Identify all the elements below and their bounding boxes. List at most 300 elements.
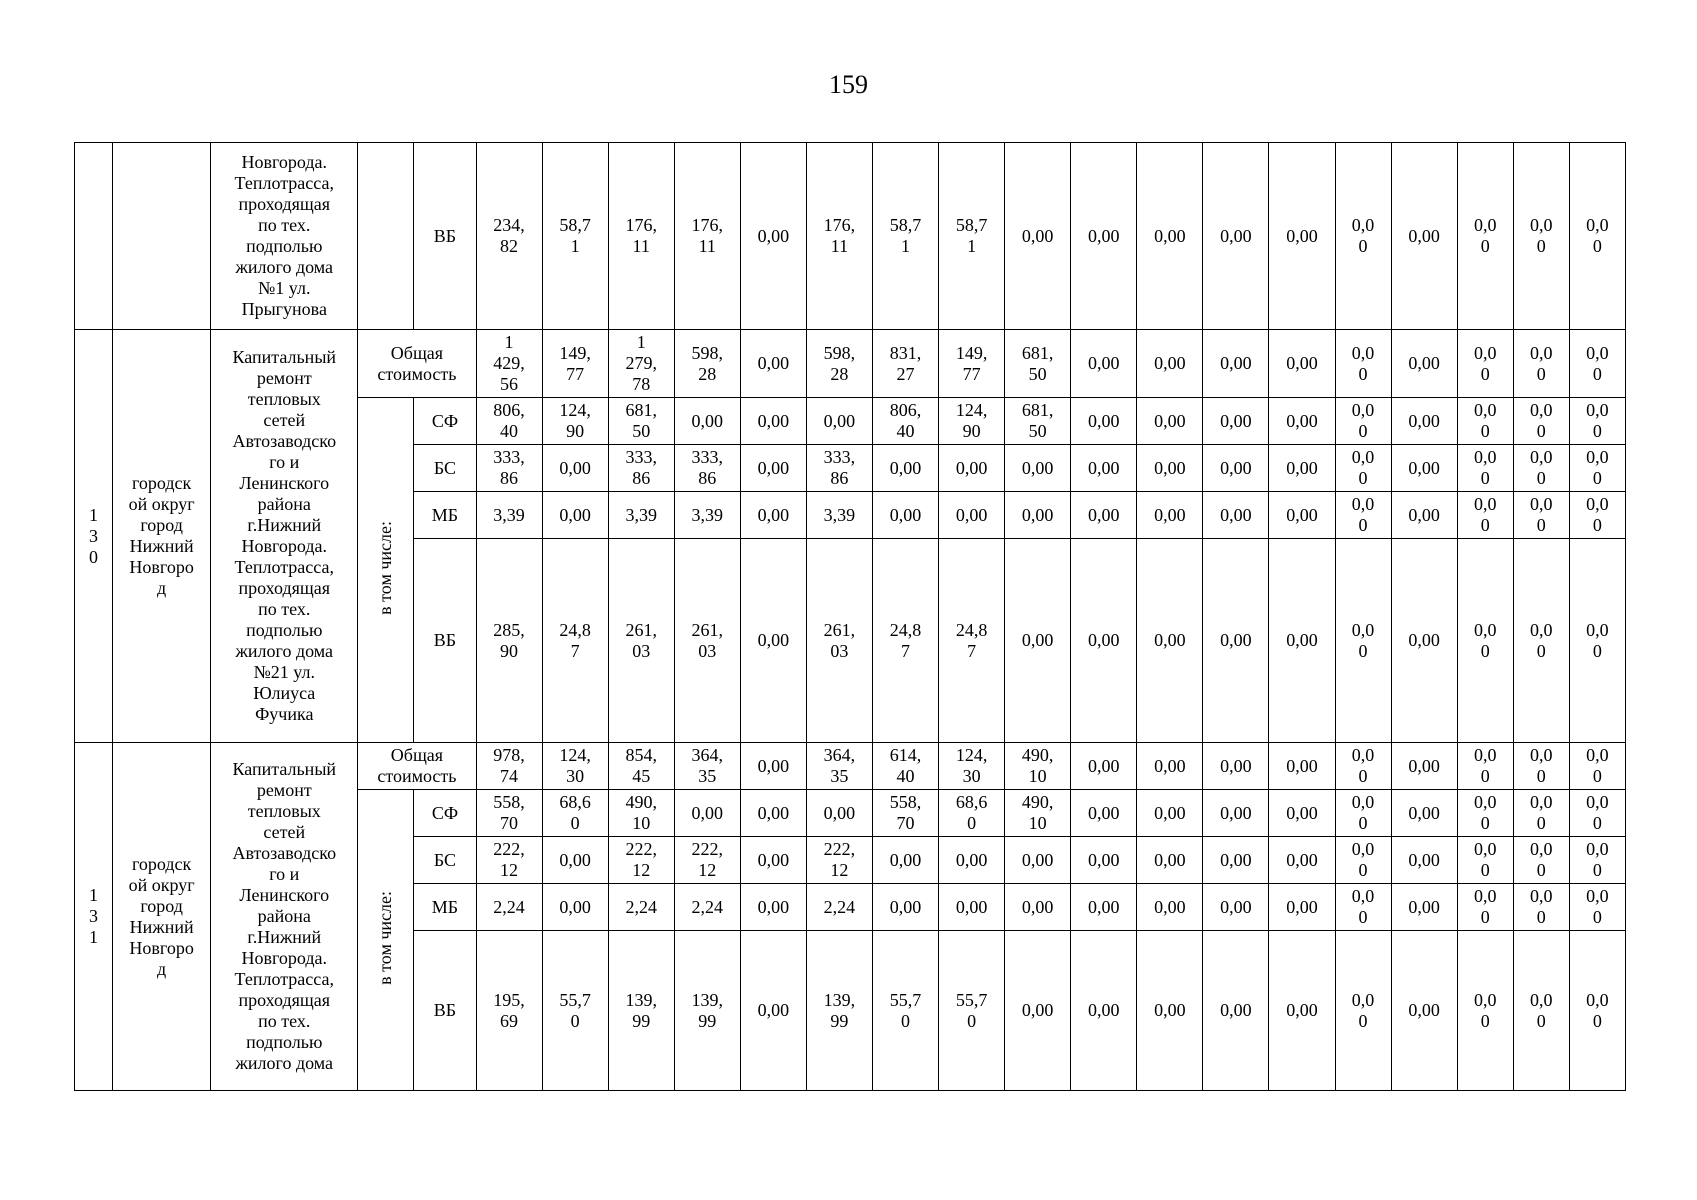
value-cell — [542, 837, 608, 884]
value-cell — [674, 539, 740, 743]
value-cell-text: 0,00 — [1220, 1000, 1252, 1020]
value-cell-text: 806, 40 — [889, 400, 922, 441]
value-cell-text: 0,00 — [1087, 504, 1120, 525]
cost-table — [74, 142, 1626, 1091]
value-cell — [740, 398, 806, 445]
value-cell-text: 0,00 — [691, 802, 724, 823]
row-number-cell — [75, 143, 113, 330]
value-cell — [872, 143, 938, 330]
value-cell — [806, 790, 872, 837]
source-cell — [414, 931, 476, 1091]
value-cell-text: 0,00 — [1286, 802, 1318, 823]
value-cell — [1391, 837, 1457, 884]
value-cell — [542, 539, 608, 743]
value-cell — [674, 330, 740, 398]
value-cell-text: 0,0 0 — [1530, 745, 1553, 786]
value-cell-text: 2,24 — [625, 896, 657, 917]
value-cell — [1569, 143, 1625, 330]
value-cell-text: 0,0 0 — [1586, 839, 1609, 880]
value-cell-text: 0,00 — [1286, 630, 1318, 650]
value-cell-text: 0,0 0 — [1586, 886, 1609, 927]
value-cell-text: 0,00 — [1220, 225, 1252, 246]
value-cell — [806, 931, 872, 1091]
value-cell-text: 0,00 — [1021, 457, 1054, 478]
value-cell — [1335, 492, 1391, 539]
value-cell-text: 0,00 — [757, 849, 790, 870]
value-cell-text: 0,00 — [1087, 630, 1120, 650]
value-cell-text: 2,24 — [493, 896, 525, 917]
value-cell — [1071, 445, 1137, 492]
value-cell-text: 0,00 — [1286, 896, 1318, 917]
value-cell-text: 0,0 0 — [1473, 619, 1497, 661]
value-cell — [1335, 837, 1391, 884]
value-cell — [542, 330, 608, 398]
value-cell-text: 0,00 — [1154, 849, 1186, 870]
source-cell-text: ВБ — [433, 225, 457, 246]
value-cell-text: 0,0 0 — [1586, 494, 1609, 535]
source-cell — [414, 492, 476, 539]
value-cell — [1005, 743, 1071, 790]
value-cell-text: 0,00 — [1220, 504, 1252, 525]
value-cell — [806, 445, 872, 492]
row-number-cell — [75, 330, 113, 743]
value-cell — [1137, 931, 1203, 1091]
value-cell — [542, 492, 608, 539]
value-cell-text: 222, 12 — [625, 839, 657, 880]
value-cell-text: 831, 27 — [889, 342, 922, 384]
value-cell — [1203, 931, 1269, 1091]
value-cell-text: 0,0 0 — [1351, 989, 1375, 1031]
value-cell — [939, 445, 1005, 492]
value-cell — [872, 398, 938, 445]
value-cell-text: 0,00 — [1087, 802, 1120, 823]
value-cell-text: 0,00 — [1021, 896, 1054, 917]
value-cell — [542, 931, 608, 1091]
value-cell-text: 261, 03 — [691, 619, 724, 661]
value-cell — [1269, 743, 1335, 790]
value-cell-text: 333, 86 — [493, 447, 525, 488]
value-cell — [939, 931, 1005, 1091]
value-cell — [608, 445, 674, 492]
value-cell — [1513, 790, 1569, 837]
value-cell — [1005, 492, 1071, 539]
value-cell-text: 0,00 — [1021, 630, 1054, 650]
value-cell — [674, 931, 740, 1091]
value-cell-text: 222, 12 — [493, 839, 525, 880]
value-cell — [1203, 743, 1269, 790]
value-cell-text: 0,00 — [757, 896, 790, 917]
value-cell — [1457, 790, 1513, 837]
value-cell — [1071, 539, 1137, 743]
value-cell — [1457, 445, 1513, 492]
value-cell-text: 0,00 — [1087, 896, 1120, 917]
value-cell — [1071, 931, 1137, 1091]
value-cell — [806, 884, 872, 931]
district-cell-text: городск ой округ город Нижний Новгоро д — [128, 853, 195, 979]
source-cell-text: ВБ — [433, 630, 457, 650]
page-number: 159 — [829, 70, 868, 99]
value-cell — [1137, 492, 1203, 539]
value-cell — [1335, 931, 1391, 1091]
value-cell-text: 0,00 — [1154, 896, 1186, 917]
value-cell — [1335, 884, 1391, 931]
value-cell-text: 234, 82 — [493, 215, 525, 256]
value-cell-text: 0,00 — [1408, 457, 1440, 478]
value-cell — [939, 143, 1005, 330]
value-cell-text: 0,00 — [1220, 353, 1252, 373]
value-cell — [939, 743, 1005, 790]
value-cell — [1071, 492, 1137, 539]
value-cell — [1203, 837, 1269, 884]
value-cell-text: 854, 45 — [625, 745, 657, 786]
value-cell — [476, 330, 542, 398]
value-cell-text: 0,00 — [1154, 755, 1186, 776]
value-cell — [1513, 492, 1569, 539]
value-cell — [674, 837, 740, 884]
source-cell — [414, 445, 476, 492]
value-cell-text: 176, 11 — [823, 215, 856, 256]
value-cell — [1457, 492, 1513, 539]
value-cell-text: 0,00 — [1154, 504, 1186, 525]
value-cell-text: 0,00 — [889, 504, 922, 525]
value-cell-text: 0,0 0 — [1473, 745, 1497, 786]
value-cell — [1203, 790, 1269, 837]
value-cell — [1137, 445, 1203, 492]
value-cell-text: 0,00 — [1220, 802, 1252, 823]
value-cell-text: 0,00 — [1408, 504, 1440, 525]
value-cell-text: 3,39 — [823, 504, 856, 525]
value-cell — [1203, 539, 1269, 743]
value-cell-text: 0,00 — [757, 1000, 790, 1020]
value-cell-text: 0,0 0 — [1473, 400, 1497, 441]
value-cell — [1513, 445, 1569, 492]
value-cell — [740, 837, 806, 884]
value-cell-text: 55,7 0 — [889, 989, 922, 1031]
value-cell-text: 364, 35 — [823, 745, 856, 786]
value-cell-text: 0,0 0 — [1351, 619, 1375, 661]
value-cell-text: 558, 70 — [889, 792, 922, 833]
value-cell — [1071, 790, 1137, 837]
value-cell — [1137, 330, 1203, 398]
value-cell-text: 0,0 0 — [1351, 215, 1375, 256]
value-cell-text: 0,0 0 — [1473, 342, 1497, 384]
value-cell — [1513, 539, 1569, 743]
value-cell — [1335, 790, 1391, 837]
value-cell — [939, 884, 1005, 931]
value-cell — [1335, 743, 1391, 790]
value-cell — [1335, 398, 1391, 445]
value-cell-text: 261, 03 — [625, 619, 657, 661]
value-cell-text: 0,0 0 — [1351, 839, 1375, 880]
value-cell — [1391, 330, 1457, 398]
value-cell — [542, 398, 608, 445]
value-cell — [1569, 445, 1625, 492]
source-cell — [414, 790, 476, 837]
value-cell — [939, 492, 1005, 539]
source-cell — [414, 539, 476, 743]
value-cell-text: 0,0 0 — [1351, 494, 1375, 535]
value-cell — [476, 492, 542, 539]
value-cell-text: 0,0 0 — [1473, 886, 1497, 927]
value-cell-text: 0,00 — [1286, 410, 1318, 431]
value-cell — [1137, 143, 1203, 330]
value-cell — [806, 143, 872, 330]
value-cell-text: 0,00 — [1286, 225, 1318, 246]
value-cell-text: 806, 40 — [493, 400, 525, 441]
total-label-cell-text: Общая стоимость — [377, 342, 457, 384]
value-cell — [1137, 884, 1203, 931]
value-cell-text: 333, 86 — [691, 447, 724, 488]
description-cell — [211, 743, 358, 1091]
value-cell — [608, 790, 674, 837]
value-cell-text: 58,7 1 — [889, 215, 922, 256]
district-cell — [113, 743, 211, 1091]
value-cell — [740, 743, 806, 790]
value-cell — [1513, 398, 1569, 445]
value-cell-text: 3,39 — [493, 504, 525, 525]
value-cell — [608, 539, 674, 743]
value-cell — [1569, 539, 1625, 743]
sub-label-cell-text: в том числе: — [375, 520, 396, 615]
value-cell — [806, 539, 872, 743]
value-cell-text: 222, 12 — [691, 839, 724, 880]
value-cell-text: 0,00 — [889, 457, 922, 478]
value-cell-text: 0,00 — [1408, 896, 1440, 917]
value-cell — [1513, 931, 1569, 1091]
description-cell — [211, 143, 358, 330]
value-cell — [740, 931, 806, 1091]
value-cell — [1335, 539, 1391, 743]
value-cell-text: 0,00 — [1286, 457, 1318, 478]
value-cell-text: 0,00 — [1087, 225, 1120, 246]
value-cell-text: 24,8 7 — [889, 619, 922, 661]
description-cell — [211, 330, 358, 743]
value-cell-text: 24,8 7 — [955, 619, 988, 661]
value-cell — [1457, 931, 1513, 1091]
value-cell — [1513, 743, 1569, 790]
value-cell — [1005, 143, 1071, 330]
value-cell — [476, 743, 542, 790]
value-cell — [542, 743, 608, 790]
value-cell-text: 0,0 0 — [1351, 400, 1375, 441]
value-cell-text: 0,00 — [1408, 225, 1440, 246]
value-cell-text: 0,0 0 — [1473, 989, 1497, 1031]
value-cell-text: 0,00 — [1154, 1000, 1186, 1020]
value-cell — [1203, 143, 1269, 330]
value-cell — [1137, 790, 1203, 837]
value-cell-text: 0,00 — [757, 457, 790, 478]
value-cell-text: 0,0 0 — [1473, 447, 1497, 488]
value-cell — [476, 790, 542, 837]
value-cell — [1569, 398, 1625, 445]
value-cell — [1569, 884, 1625, 931]
value-cell — [608, 837, 674, 884]
value-cell-text: 124, 90 — [559, 400, 591, 441]
value-cell-text: 0,0 0 — [1473, 792, 1497, 833]
value-cell-text: 285, 90 — [493, 619, 525, 661]
value-cell — [1335, 445, 1391, 492]
source-cell-text: МБ — [431, 896, 459, 917]
value-cell-text: 0,00 — [1408, 802, 1440, 823]
value-cell — [1269, 884, 1335, 931]
value-cell — [1457, 143, 1513, 330]
value-cell — [740, 884, 806, 931]
value-cell — [1269, 790, 1335, 837]
value-cell — [608, 398, 674, 445]
value-cell — [1391, 143, 1457, 330]
value-cell-text: 0,00 — [1154, 457, 1186, 478]
value-cell-text: 598, 28 — [691, 342, 724, 384]
value-cell — [542, 143, 608, 330]
value-cell-text: 0,0 0 — [1530, 839, 1553, 880]
value-cell-text: 3,39 — [625, 504, 657, 525]
value-cell — [476, 445, 542, 492]
value-cell-text: 0,0 0 — [1530, 494, 1553, 535]
sub-label-cell — [358, 143, 414, 330]
source-cell-text: БС — [433, 457, 457, 478]
value-cell-text: 0,00 — [955, 504, 988, 525]
value-cell-text: 0,0 0 — [1530, 619, 1553, 661]
value-cell — [939, 539, 1005, 743]
value-cell — [1005, 398, 1071, 445]
value-cell-text: 598, 28 — [823, 342, 856, 384]
value-cell-text: 333, 86 — [823, 447, 856, 488]
value-cell — [872, 884, 938, 931]
value-cell — [674, 143, 740, 330]
value-cell-text: 0,00 — [1220, 457, 1252, 478]
value-cell-text: 0,0 0 — [1586, 400, 1609, 441]
value-cell-text: 0,00 — [955, 457, 988, 478]
value-cell-text: 124, 30 — [559, 745, 591, 786]
value-cell — [542, 445, 608, 492]
value-cell — [1269, 931, 1335, 1091]
value-cell — [1203, 884, 1269, 931]
value-cell-text: 0,0 0 — [1586, 792, 1609, 833]
value-cell-text: 222, 12 — [823, 839, 856, 880]
value-cell-text: 0,00 — [559, 504, 591, 525]
value-cell-text: 0,0 0 — [1351, 342, 1375, 384]
value-cell-text: 0,00 — [559, 849, 591, 870]
value-cell-text: 0,0 0 — [1473, 215, 1497, 256]
value-cell — [1457, 330, 1513, 398]
total-label-cell-text: Общая стоимость — [377, 745, 457, 786]
value-cell — [1513, 330, 1569, 398]
sub-label-cell — [358, 398, 414, 743]
value-cell-text: 0,00 — [1286, 849, 1318, 870]
value-cell — [476, 539, 542, 743]
value-cell-text: 0,00 — [1021, 849, 1054, 870]
value-cell — [1457, 884, 1513, 931]
total-label-cell — [358, 330, 476, 398]
value-cell-text: 0,0 0 — [1473, 839, 1497, 880]
value-cell — [872, 492, 938, 539]
value-cell — [1005, 330, 1071, 398]
value-cell — [740, 330, 806, 398]
value-cell — [1457, 743, 1513, 790]
value-cell — [1569, 837, 1625, 884]
value-cell — [1269, 143, 1335, 330]
value-cell-text: 0,00 — [1021, 504, 1054, 525]
value-cell-text: 0,00 — [1021, 225, 1054, 246]
value-cell-text: 0,00 — [1286, 504, 1318, 525]
value-cell — [1203, 330, 1269, 398]
value-cell — [674, 743, 740, 790]
value-cell-text: 0,00 — [757, 410, 790, 431]
value-cell-text: 333, 86 — [625, 447, 657, 488]
value-cell — [740, 790, 806, 837]
value-cell-text: 0,00 — [559, 457, 591, 478]
value-cell — [740, 143, 806, 330]
value-cell — [1269, 445, 1335, 492]
value-cell-text: 0,00 — [823, 410, 856, 431]
value-cell — [872, 539, 938, 743]
value-cell — [476, 143, 542, 330]
value-cell-text: 0,00 — [757, 630, 790, 650]
value-cell-text: 490, 10 — [625, 792, 657, 833]
value-cell — [1513, 884, 1569, 931]
value-cell-text: 55,7 0 — [559, 989, 591, 1031]
value-cell — [1005, 884, 1071, 931]
value-cell-text: 0,00 — [1220, 630, 1252, 650]
value-cell — [1569, 790, 1625, 837]
value-cell-text: 0,0 0 — [1530, 215, 1553, 256]
value-cell-text: 0,0 0 — [1530, 792, 1553, 833]
value-cell-text: 139, 99 — [691, 989, 724, 1031]
district-cell — [113, 143, 211, 330]
row-number-cell — [75, 743, 113, 1091]
value-cell-text: 0,0 0 — [1351, 447, 1375, 488]
value-cell-text: 0,00 — [955, 896, 988, 917]
value-cell — [1391, 445, 1457, 492]
value-cell-text: 0,00 — [757, 225, 790, 246]
value-cell-text: 139, 99 — [823, 989, 856, 1031]
source-cell — [414, 837, 476, 884]
value-cell-text: 681, 50 — [625, 400, 657, 441]
description-cell-text: Капитальный ремонт тепловых сетей Автозаводско го и Ленинского района г.Нижний Новгорода. Теплотрасса, проходящая по тех. подполью жилого дома №21 ул. Юлиуса Фучика — [232, 347, 337, 724]
value-cell — [1457, 539, 1513, 743]
value-cell — [476, 837, 542, 884]
value-cell — [608, 492, 674, 539]
source-cell-text: СФ — [431, 410, 459, 431]
value-cell-text: 2,24 — [823, 896, 856, 917]
value-cell — [1071, 837, 1137, 884]
value-cell — [1137, 398, 1203, 445]
value-cell — [608, 143, 674, 330]
value-cell — [740, 539, 806, 743]
value-cell-text: 58,7 1 — [955, 215, 988, 256]
value-cell-text: 0,0 0 — [1586, 989, 1609, 1031]
value-cell — [872, 931, 938, 1091]
description-cell-text: Капитальный ремонт тепловых сетей Автозаводско го и Ленинского района г.Нижний Новгорода. Теплотрасса, проходящая по тех. подполью жилого дома — [232, 759, 337, 1073]
value-cell-text: 0,00 — [1087, 755, 1120, 776]
value-cell — [806, 743, 872, 790]
value-cell — [674, 884, 740, 931]
value-cell-text: 0,00 — [1408, 1000, 1440, 1020]
value-cell — [872, 837, 938, 884]
value-cell — [806, 837, 872, 884]
value-cell-text: 0,00 — [691, 410, 724, 431]
value-cell-text: 0,00 — [823, 802, 856, 823]
value-cell — [674, 398, 740, 445]
value-cell — [1071, 143, 1137, 330]
value-cell-text: 0,00 — [1408, 630, 1440, 650]
value-cell — [1137, 743, 1203, 790]
value-cell — [939, 398, 1005, 445]
value-cell — [1269, 398, 1335, 445]
value-cell — [1005, 790, 1071, 837]
value-cell-text: 681, 50 — [1021, 400, 1054, 441]
value-cell — [1071, 743, 1137, 790]
